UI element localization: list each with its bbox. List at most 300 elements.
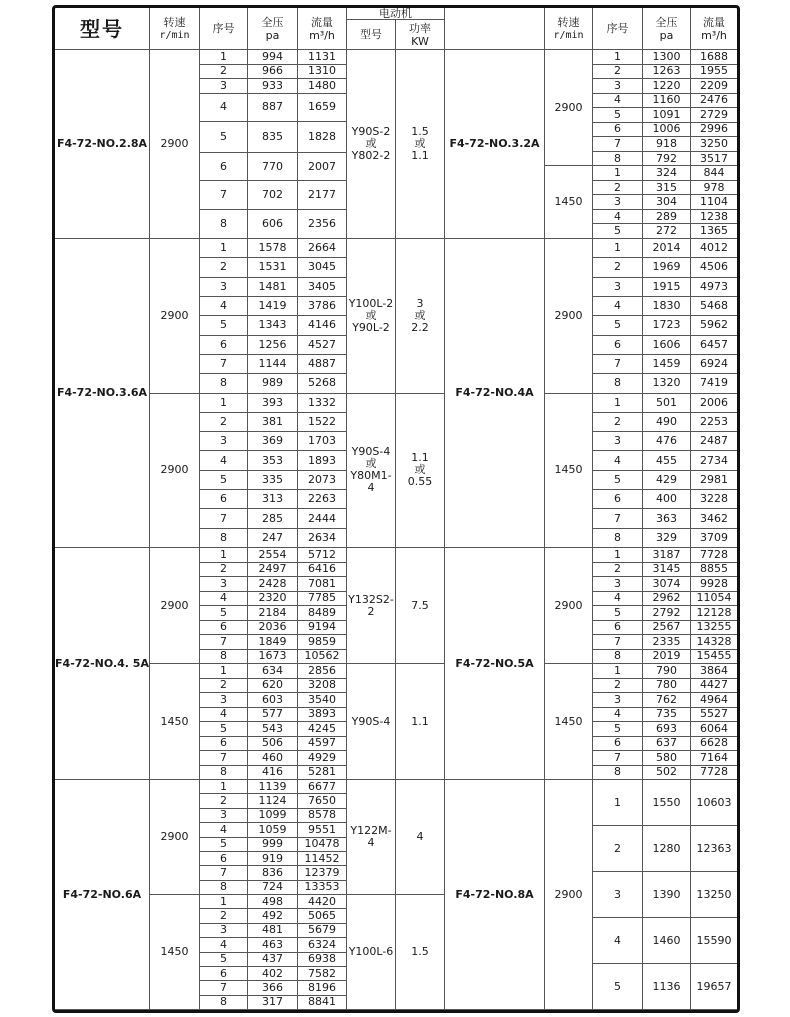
pressure-cell: 1673 <box>248 650 298 665</box>
flow-cell: 4245 <box>298 722 347 737</box>
flow-cell: 2007 <box>298 153 347 181</box>
pressure-cell: 363 <box>643 509 691 528</box>
seq-cell: 8 <box>200 766 248 781</box>
seq-cell: 8 <box>200 374 248 393</box>
flow-cell: 8196 <box>298 981 347 995</box>
pressure-cell: 400 <box>643 490 691 509</box>
pressure-cell: 501 <box>643 394 691 413</box>
pressure-cell: 3145 <box>643 563 691 578</box>
seq-cell: 3 <box>593 872 643 918</box>
seq-cell: 5 <box>200 953 248 967</box>
pressure-cell: 1124 <box>248 794 298 808</box>
pressure-cell: 463 <box>248 938 298 952</box>
pressure-cell: 1099 <box>248 809 298 823</box>
seq-cell: 3 <box>593 195 643 210</box>
pressure-cell: 1723 <box>643 316 691 335</box>
flow-cell: 10603 <box>691 780 737 826</box>
pressure-cell: 324 <box>643 166 691 181</box>
seq-cell: 6 <box>200 621 248 636</box>
header-flow-right <box>691 8 737 50</box>
seq-cell: 3 <box>593 278 643 297</box>
pressure-cell: 2792 <box>643 606 691 621</box>
pressure-cell: 835 <box>248 122 298 153</box>
flow-cell: 6924 <box>691 355 737 374</box>
flow-cell: 8841 <box>298 996 347 1010</box>
model-name: F4-72-NO.5A <box>445 548 545 780</box>
pressure-cell: 1830 <box>643 297 691 316</box>
flow-cell: 6416 <box>298 563 347 578</box>
pressure-cell: 3074 <box>643 577 691 592</box>
pressure-cell: 272 <box>643 224 691 239</box>
seq-cell: 2 <box>593 65 643 80</box>
pressure-cell: 836 <box>248 866 298 880</box>
flow-cell: 1310 <box>298 65 347 80</box>
seq-cell: 7 <box>200 866 248 880</box>
seq-cell: 5 <box>200 722 248 737</box>
seq-cell: 6 <box>593 123 643 138</box>
flow-cell: 3540 <box>298 693 347 708</box>
model-name: F4-72-NO.4. 5A <box>55 548 150 780</box>
motor-model-value: Y90S-2 或 Y802-2 <box>347 50 396 239</box>
header-pressure-label: 全压 <box>261 15 284 29</box>
header-motor: 电动机 <box>347 8 445 20</box>
pressure-cell: 1300 <box>643 50 691 65</box>
pressure-cell: 2184 <box>248 606 298 621</box>
flow-cell: 6938 <box>298 953 347 967</box>
flow-cell: 12379 <box>298 866 347 880</box>
flow-cell: 1828 <box>298 122 347 153</box>
seq-cell: 2 <box>593 413 643 432</box>
pressure-cell: 1481 <box>248 278 298 297</box>
flow-cell: 2073 <box>298 471 347 490</box>
flow-cell: 3864 <box>691 664 737 679</box>
seq-cell: 5 <box>593 224 643 239</box>
flow-cell: 13255 <box>691 621 737 636</box>
pressure-cell: 1390 <box>643 872 691 918</box>
pressure-cell: 2014 <box>643 239 691 258</box>
header-pressure-right <box>643 8 691 50</box>
flow-cell: 5281 <box>298 766 347 781</box>
seq-cell: 3 <box>200 432 248 451</box>
pressure-cell: 329 <box>643 529 691 548</box>
pressure-cell: 792 <box>643 152 691 167</box>
motor-power-value: 4 <box>396 780 445 895</box>
motor-power-value: 1.5 <box>396 895 445 1010</box>
pressure-cell: 2019 <box>643 650 691 665</box>
motor-power-value: 1.5 或 1.1 <box>396 50 445 239</box>
header-pressure <box>248 8 298 50</box>
speed-value: 2900 <box>545 239 593 394</box>
pressure-cell: 1459 <box>643 355 691 374</box>
seq-cell: 1 <box>200 780 248 794</box>
pressure-cell: 315 <box>643 181 691 196</box>
pressure-cell: 1136 <box>643 964 691 1010</box>
flow-cell: 4427 <box>691 679 737 694</box>
seq-cell: 1 <box>593 166 643 181</box>
flow-cell: 7081 <box>298 577 347 592</box>
header-model: 型号 <box>55 8 150 50</box>
pressure-cell: 1849 <box>248 635 298 650</box>
seq-cell: 3 <box>593 79 643 94</box>
pressure-cell: 2036 <box>248 621 298 636</box>
pressure-cell: 381 <box>248 413 298 432</box>
flow-cell: 6628 <box>691 737 737 752</box>
seq-cell: 3 <box>593 577 643 592</box>
flow-cell: 2253 <box>691 413 737 432</box>
flow-cell: 12128 <box>691 606 737 621</box>
seq-cell: 8 <box>200 881 248 895</box>
flow-cell: 3517 <box>691 152 737 167</box>
header-model-right <box>445 8 545 50</box>
seq-cell: 2 <box>200 679 248 694</box>
pressure-cell: 1606 <box>643 336 691 355</box>
pressure-cell: 2554 <box>248 548 298 563</box>
flow-cell: 5065 <box>298 909 347 923</box>
seq-cell: 3 <box>200 809 248 823</box>
pressure-cell: 498 <box>248 895 298 909</box>
flow-cell: 3228 <box>691 490 737 509</box>
seq-cell: 1 <box>593 548 643 563</box>
speed-value: 2900 <box>150 780 200 895</box>
pressure-cell: 2567 <box>643 621 691 636</box>
flow-cell: 2664 <box>298 239 347 258</box>
seq-cell: 4 <box>200 708 248 723</box>
flow-cell: 4420 <box>298 895 347 909</box>
seq-cell: 5 <box>593 606 643 621</box>
pressure-cell: 437 <box>248 953 298 967</box>
seq-cell: 4 <box>593 94 643 109</box>
seq-cell: 7 <box>593 635 643 650</box>
motor-model-value: Y100L-6 <box>347 895 396 1010</box>
seq-cell: 6 <box>200 967 248 981</box>
flow-cell: 7582 <box>298 967 347 981</box>
seq-cell: 3 <box>593 432 643 451</box>
seq-cell: 1 <box>200 895 248 909</box>
seq-cell: 6 <box>593 737 643 752</box>
pressure-cell: 780 <box>643 679 691 694</box>
motor-power-value: 3 或 2.2 <box>396 239 445 394</box>
pressure-cell: 887 <box>248 94 298 123</box>
flow-cell: 2981 <box>691 471 737 490</box>
pressure-cell: 1419 <box>248 297 298 316</box>
pressure-cell: 304 <box>643 195 691 210</box>
seq-cell: 4 <box>593 210 643 225</box>
seq-cell: 2 <box>200 909 248 923</box>
seq-cell: 4 <box>200 938 248 952</box>
seq-cell: 4 <box>593 451 643 470</box>
pressure-cell: 285 <box>248 509 298 528</box>
header-speed-unit: r/min <box>159 29 190 41</box>
header-flow-unit-right: m³/h <box>701 28 727 42</box>
seq-cell: 5 <box>200 838 248 852</box>
seq-cell: 2 <box>593 826 643 872</box>
pressure-cell: 693 <box>643 722 691 737</box>
seq-cell: 1 <box>593 239 643 258</box>
flow-cell: 7785 <box>298 592 347 607</box>
speed-value: 1450 <box>150 664 200 780</box>
pressure-cell: 1531 <box>248 258 298 277</box>
pressure-cell: 1550 <box>643 780 691 826</box>
flow-cell: 6457 <box>691 336 737 355</box>
flow-cell: 10478 <box>298 838 347 852</box>
flow-cell: 19657 <box>691 964 737 1010</box>
pressure-cell: 2962 <box>643 592 691 607</box>
seq-cell: 6 <box>200 153 248 181</box>
pressure-cell: 2428 <box>248 577 298 592</box>
pressure-cell: 1144 <box>248 355 298 374</box>
motor-power-value: 1.1 或 0.55 <box>396 394 445 549</box>
pressure-cell: 476 <box>643 432 691 451</box>
pressure-cell: 994 <box>248 50 298 65</box>
flow-cell: 15455 <box>691 650 737 665</box>
pressure-cell: 603 <box>248 693 298 708</box>
pressure-cell: 1263 <box>643 65 691 80</box>
flow-cell: 4964 <box>691 693 737 708</box>
pressure-cell: 3187 <box>643 548 691 563</box>
flow-cell: 9194 <box>298 621 347 636</box>
pressure-cell: 460 <box>248 751 298 766</box>
seq-cell: 1 <box>200 548 248 563</box>
header-flow-label-right: 流量 <box>703 15 725 29</box>
fan-performance-table <box>52 5 740 1013</box>
flow-cell: 1365 <box>691 224 737 239</box>
seq-cell: 8 <box>200 996 248 1010</box>
seq-cell: 7 <box>593 355 643 374</box>
seq-cell: 2 <box>593 563 643 578</box>
flow-cell: 1893 <box>298 451 347 470</box>
pressure-cell: 353 <box>248 451 298 470</box>
pressure-cell: 637 <box>643 737 691 752</box>
seq-cell: 5 <box>593 722 643 737</box>
flow-cell: 7728 <box>691 548 737 563</box>
flow-cell: 5712 <box>298 548 347 563</box>
pressure-cell: 289 <box>643 210 691 225</box>
pressure-cell: 1915 <box>643 278 691 297</box>
flow-cell: 8489 <box>298 606 347 621</box>
pressure-cell: 1091 <box>643 108 691 123</box>
pressure-cell: 247 <box>248 529 298 548</box>
pressure-cell: 966 <box>248 65 298 80</box>
speed-value: 2900 <box>545 780 593 1010</box>
seq-cell: 5 <box>200 316 248 335</box>
pressure-cell: 1220 <box>643 79 691 94</box>
flow-cell: 2444 <box>298 509 347 528</box>
seq-cell: 1 <box>593 664 643 679</box>
pressure-cell: 335 <box>248 471 298 490</box>
seq-cell: 3 <box>200 924 248 938</box>
seq-cell: 7 <box>200 981 248 995</box>
pressure-cell: 790 <box>643 664 691 679</box>
flow-cell: 13353 <box>298 881 347 895</box>
flow-cell: 1131 <box>298 50 347 65</box>
flow-cell: 6324 <box>298 938 347 952</box>
flow-cell: 7650 <box>298 794 347 808</box>
flow-cell: 978 <box>691 181 737 196</box>
model-name: F4-72-NO.6A <box>55 780 150 1010</box>
seq-cell: 6 <box>200 336 248 355</box>
flow-cell: 3462 <box>691 509 737 528</box>
seq-cell: 6 <box>200 490 248 509</box>
seq-cell: 1 <box>593 50 643 65</box>
flow-cell: 5962 <box>691 316 737 335</box>
motor-power-value: 7.5 <box>396 548 445 664</box>
flow-cell: 3786 <box>298 297 347 316</box>
pressure-cell: 313 <box>248 490 298 509</box>
pressure-cell: 1059 <box>248 823 298 837</box>
seq-cell: 7 <box>200 635 248 650</box>
header-pressure-unit-right: pa <box>659 28 674 42</box>
pressure-cell: 366 <box>248 981 298 995</box>
flow-cell: 14328 <box>691 635 737 650</box>
flow-cell: 11054 <box>691 592 737 607</box>
flow-cell: 8578 <box>298 809 347 823</box>
header-speed-label: 转速 <box>163 15 186 29</box>
seq-cell: 8 <box>593 766 643 781</box>
header-pressure-unit: pa <box>265 28 280 42</box>
header-motor-power-unit: KW <box>411 34 429 48</box>
seq-cell: 3 <box>200 79 248 94</box>
pressure-cell: 1460 <box>643 918 691 964</box>
seq-cell: 4 <box>593 708 643 723</box>
pressure-cell: 1139 <box>248 780 298 794</box>
flow-cell: 13250 <box>691 872 737 918</box>
header-motor-power-label: 功率 <box>409 21 431 35</box>
flow-cell: 1104 <box>691 195 737 210</box>
seq-cell: 4 <box>593 592 643 607</box>
pressure-cell: 506 <box>248 737 298 752</box>
header-seq-right: 序号 <box>593 8 643 50</box>
seq-cell: 4 <box>200 592 248 607</box>
pressure-cell: 919 <box>248 852 298 866</box>
seq-cell: 8 <box>593 152 643 167</box>
motor-power-value: 1.1 <box>396 664 445 780</box>
seq-cell: 7 <box>200 509 248 528</box>
pressure-cell: 502 <box>643 766 691 781</box>
flow-cell: 5468 <box>691 297 737 316</box>
flow-cell: 4012 <box>691 239 737 258</box>
seq-cell: 1 <box>593 394 643 413</box>
header-speed <box>150 8 200 50</box>
seq-cell: 1 <box>200 394 248 413</box>
flow-cell: 2996 <box>691 123 737 138</box>
seq-cell: 6 <box>593 336 643 355</box>
flow-cell: 7728 <box>691 766 737 781</box>
flow-cell: 4597 <box>298 737 347 752</box>
pressure-cell: 606 <box>248 210 298 239</box>
flow-cell: 1688 <box>691 50 737 65</box>
flow-cell: 2856 <box>298 664 347 679</box>
flow-cell: 2209 <box>691 79 737 94</box>
flow-cell: 2177 <box>298 181 347 210</box>
header-motor-model: 型号 <box>347 20 396 50</box>
seq-cell: 2 <box>593 258 643 277</box>
seq-cell: 7 <box>200 181 248 210</box>
seq-cell: 3 <box>200 693 248 708</box>
flow-cell: 5679 <box>298 924 347 938</box>
flow-cell: 2734 <box>691 451 737 470</box>
flow-cell: 1238 <box>691 210 737 225</box>
flow-cell: 3045 <box>298 258 347 277</box>
seq-cell: 5 <box>593 108 643 123</box>
motor-model-value: Y90S-4 <box>347 664 396 780</box>
flow-cell: 6064 <box>691 722 737 737</box>
seq-cell: 7 <box>593 751 643 766</box>
pressure-cell: 933 <box>248 79 298 94</box>
flow-cell: 9859 <box>298 635 347 650</box>
seq-cell: 5 <box>593 316 643 335</box>
flow-cell: 4527 <box>298 336 347 355</box>
flow-cell: 2006 <box>691 394 737 413</box>
pressure-cell: 490 <box>643 413 691 432</box>
motor-model-value: Y122M-4 <box>347 780 396 895</box>
model-name: F4-72-NO.3.2A <box>445 50 545 239</box>
flow-cell: 3208 <box>298 679 347 694</box>
flow-cell: 10562 <box>298 650 347 665</box>
flow-cell: 8855 <box>691 563 737 578</box>
header-pressure-label-right: 全压 <box>655 15 678 29</box>
flow-cell: 3893 <box>298 708 347 723</box>
flow-cell: 2356 <box>298 210 347 239</box>
seq-cell: 7 <box>593 137 643 152</box>
seq-cell: 2 <box>593 181 643 196</box>
flow-cell: 2634 <box>298 529 347 548</box>
pressure-cell: 543 <box>248 722 298 737</box>
seq-cell: 3 <box>200 577 248 592</box>
seq-cell: 1 <box>200 50 248 65</box>
model-name: F4-72-NO.2.8A <box>55 50 150 239</box>
seq-cell: 8 <box>593 374 643 393</box>
flow-cell: 5268 <box>298 374 347 393</box>
seq-cell: 8 <box>200 650 248 665</box>
seq-cell: 5 <box>200 606 248 621</box>
pressure-cell: 2320 <box>248 592 298 607</box>
pressure-cell: 918 <box>643 137 691 152</box>
header-flow <box>298 8 347 50</box>
flow-cell: 2476 <box>691 94 737 109</box>
pressure-cell: 402 <box>248 967 298 981</box>
flow-cell: 3250 <box>691 137 737 152</box>
seq-cell: 2 <box>200 258 248 277</box>
pressure-cell: 1006 <box>643 123 691 138</box>
pressure-cell: 634 <box>248 664 298 679</box>
pressure-cell: 393 <box>248 394 298 413</box>
seq-cell: 7 <box>200 751 248 766</box>
speed-value: 1450 <box>150 895 200 1010</box>
speed-value: 2900 <box>150 239 200 394</box>
model-name: F4-72-NO.8A <box>445 780 545 1010</box>
speed-value: 2900 <box>150 394 200 549</box>
pressure-cell: 1320 <box>643 374 691 393</box>
pressure-cell: 429 <box>643 471 691 490</box>
pressure-cell: 620 <box>248 679 298 694</box>
seq-cell: 2 <box>200 65 248 80</box>
flow-cell: 1522 <box>298 413 347 432</box>
flow-cell: 4887 <box>298 355 347 374</box>
seq-cell: 4 <box>200 94 248 123</box>
flow-cell: 4146 <box>298 316 347 335</box>
seq-cell: 2 <box>200 794 248 808</box>
pressure-cell: 577 <box>248 708 298 723</box>
flow-cell: 9551 <box>298 823 347 837</box>
header-speed-right <box>545 8 593 50</box>
pressure-cell: 1578 <box>248 239 298 258</box>
flow-cell: 1703 <box>298 432 347 451</box>
seq-cell: 3 <box>593 693 643 708</box>
flow-cell: 9928 <box>691 577 737 592</box>
flow-cell: 2729 <box>691 108 737 123</box>
pressure-cell: 580 <box>643 751 691 766</box>
speed-value: 2900 <box>545 548 593 664</box>
